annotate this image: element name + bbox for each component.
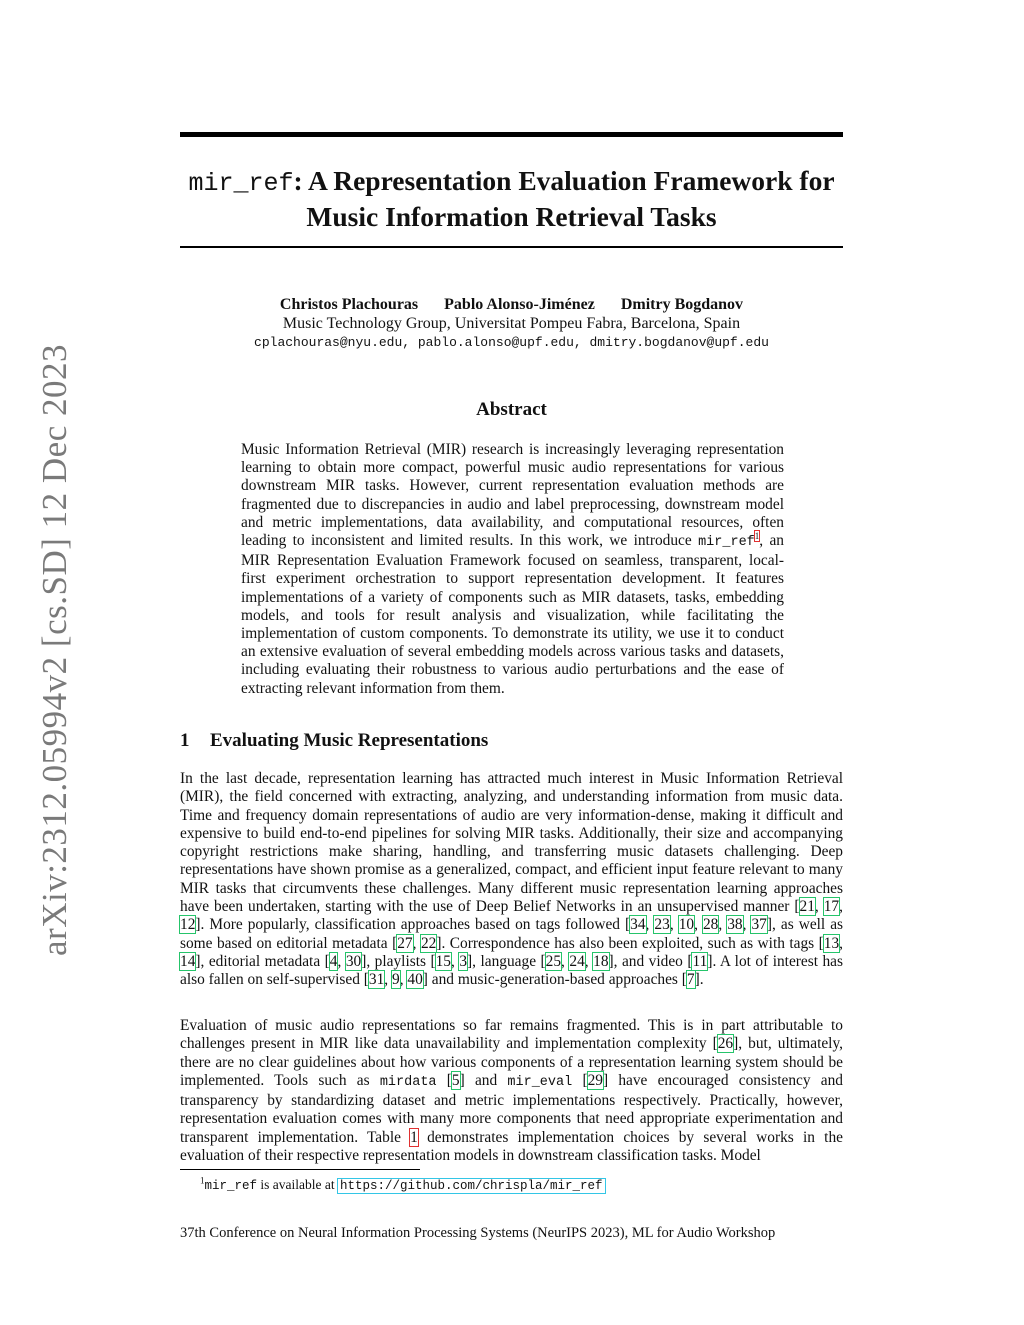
citation-link[interactable]: 27: [397, 934, 413, 952]
citation-link[interactable]: 24: [569, 952, 585, 970]
citation-link[interactable]: 29: [587, 1071, 603, 1089]
citation-link[interactable]: 25: [545, 952, 562, 970]
author-name: Dmitry Bogdanov: [620, 296, 744, 313]
citation-link[interactable]: 17: [823, 898, 840, 916]
footnote-code: mir_ref: [204, 1179, 258, 1193]
abstract-code: mir_ref: [698, 535, 755, 551]
citation-link[interactable]: 30: [345, 952, 362, 970]
author-name: Pablo Alonso-Jiménez: [444, 296, 595, 313]
citation-link[interactable]: 12: [180, 916, 196, 934]
citation-link[interactable]: 10: [678, 916, 695, 934]
citation-link[interactable]: 11: [692, 952, 708, 970]
footnote-rule: [180, 1169, 420, 1170]
citation-link[interactable]: 21: [799, 898, 815, 916]
citation-link[interactable]: 31: [368, 971, 385, 989]
title-rule-top: [180, 132, 843, 137]
citation-link[interactable]: 38: [727, 916, 743, 934]
title-rule-bottom: [180, 246, 843, 248]
footnote: $^1$mir_ref is available at https://github.com/chrispla/mir_ref: [200, 1175, 603, 1193]
citation-link[interactable]: 14: [180, 952, 196, 970]
citation-link[interactable]: 5: [451, 1071, 460, 1089]
affiliation: Music Technology Group, Universitat Pompeu Fabra, Barcelona, Spain: [282, 315, 741, 332]
citation-link[interactable]: 22: [420, 934, 437, 952]
citation-link[interactable]: 7: [686, 971, 695, 989]
inline-code: mirdata: [379, 1074, 437, 1090]
arxiv-stamp: arXiv:2312.05994v2 [cs.SD] 12 Dec 2023: [35, 344, 74, 956]
section-number: 1: [180, 730, 190, 751]
citation-link[interactable]: 26: [717, 1035, 734, 1053]
citation-link[interactable]: 18: [593, 952, 609, 970]
paper-title: [180, 164, 843, 233]
title-line1: : A Representation Evaluation Framework for: [293, 165, 835, 196]
author-emails: cplachouras@nyu.edu, pablo.alonso@upf.edu, dmitry.bogdanov@upf.edu: [254, 335, 769, 350]
citation-link[interactable]: 13: [823, 934, 840, 952]
citation-link[interactable]: 34: [630, 916, 646, 934]
citation-link[interactable]: 28: [702, 916, 719, 934]
footnote-mark: 1: [200, 1175, 205, 1186]
section-title: Evaluating Music Representations: [210, 730, 489, 751]
inline-code: mir_eval: [507, 1074, 573, 1090]
title-code: mir_ref: [188, 169, 294, 198]
author-name: Christos Plachouras: [279, 296, 419, 313]
citation-link[interactable]: 23: [654, 916, 670, 934]
citation-link[interactable]: 4: [329, 952, 338, 970]
footnote-link[interactable]: 1: [754, 530, 760, 541]
author-list: [180, 295, 843, 315]
citation-link[interactable]: 9: [392, 971, 400, 989]
body-paragraph: Evaluation of music audio representations so far remains fragmented. This is in part attributable to challenges present in MIR like data unavailability and implementation complexity [26], but, ultimately, there are no clear guidelines about how various components of a representation learning system should be implemented. Tools such as mirdata [5] and mir_eval [29] have encouraged consistency and transparency by standardizing dataset and metric implementations respectively. Practically, however, representation evaluation comes with many more components that need appropriate experimentation and transparent implementation. Table 1 demonstrates implementation choices by several works in the evaluation of their respective representation models in downstream classification tasks. Model: [180, 1017, 843, 1165]
venue-note: 37th Conference on Neural Information Processing Systems (NeurIPS 2023), ML for Audio Workshop: [180, 1225, 776, 1241]
section-heading: [180, 729, 843, 753]
body-paragraph: In the last decade, representation learning has attracted much interest in Music Information Retrieval (MIR), the field concerned with extracting, analyzing, and understanding information from music data. Time and frequency domain representations of audio are very information-dense, making it difficult and expensive to build end-to-end pipelines for solving MIR tasks. Additionally, their size and accompanying copyright restrictions make sharing, handling, and transferring music datasets challenging. Deep representations have shown promise as a generalized, compact, and efficient input feature relevant to many MIR tasks that circumvents these challenges. Many different music representation learning approaches have been undertaken, starting with the use of Deep Belief Networks in an unsupervised manner [21, 17, 12]. More popularly, classification approaches based on tags followed [34, 23, 10, 28, 38, 37], as well as some based on editorial metadata [27, 22]. Correspondence has also been exploited, such as with tags [13, 14], editorial metadata [4, 30], playlists [15, 3], language [25, 24, 18], and video [11]. A lot of interest has also fallen on self-supervised [31, 9, 40] and music-generation-based approaches [7].: [180, 770, 844, 989]
abstract-heading: Abstract: [476, 399, 547, 420]
repository-url-link[interactable]: https://github.com/chrispla/mir_ref: [339, 1179, 603, 1193]
title-line2: Music Information Retrieval Tasks: [306, 201, 717, 232]
citation-link[interactable]: 15: [435, 952, 451, 970]
citation-link[interactable]: 3: [459, 952, 468, 970]
citation-link[interactable]: 40: [407, 971, 423, 989]
citation-link[interactable]: 37: [751, 916, 767, 934]
table-reference-link[interactable]: 1: [410, 1128, 418, 1146]
abstract-body: Music Information Retrieval (MIR) research is increasingly leveraging representation learning to obtain more compact, powerful music audio representations for various downstream MIR tasks. However, current representation evaluation methods are fragmented due to discrepancies in audio and label preprocessing, downstream model and metric implementations, data availability, and computational resources, often leading to inconsistent and limited results. In this work, we introduce mir_ref$^1$, an MIR Representation Evaluation Framework focused on seamless, transparent, local-first experiment orchestration to support representation development. It features implementations of a variety of components such as MIR datasets, tasks, embedding models, and tools for result analysis and visualization, while facilitating the implementation of custom components. To demonstrate its utility, we use it to conduct an extensive evaluation of several embedding models across various tasks and datasets, including evaluating their robustness to various audio perturbations and the ease of extracting relevant information from them.: [241, 441, 785, 697]
